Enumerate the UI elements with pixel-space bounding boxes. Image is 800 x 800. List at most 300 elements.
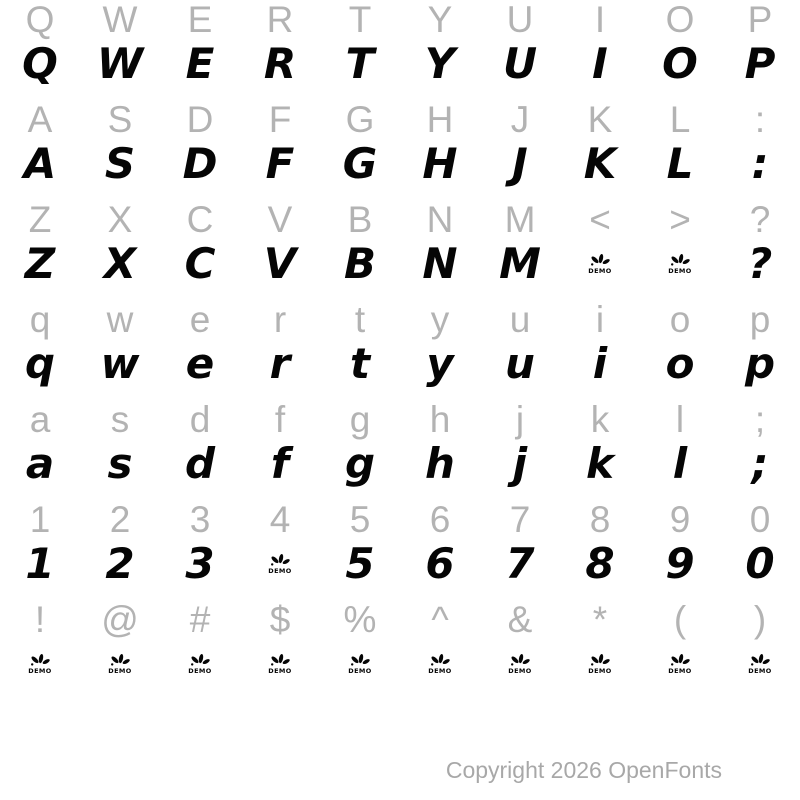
- demo-row-lowercase-asdf: [0, 438, 800, 490]
- reference-glyph-cell: [80, 400, 160, 438]
- demo-glyph: ;: [751, 439, 769, 488]
- reference-glyph: R: [266, 0, 294, 40]
- demo-glyph-cell: [240, 138, 320, 190]
- reference-glyph: V: [267, 198, 293, 240]
- demo-glyph-cell: [720, 138, 800, 190]
- reference-glyph-cell: [480, 200, 560, 238]
- reference-glyph: k: [590, 398, 610, 440]
- copyright-watermark: Copyright 2026 OpenFonts: [445, 757, 722, 783]
- reference-glyph-cell: [400, 400, 480, 438]
- demo-glyph: q: [24, 339, 56, 388]
- demo-glyph-cell: [80, 438, 160, 490]
- row-pair-lowercase-asdf: [0, 400, 800, 500]
- reference-glyph-cell: [720, 200, 800, 238]
- demo-glyph-cell: [240, 438, 320, 490]
- reference-glyph: Y: [427, 0, 453, 40]
- reference-glyph-cell: [480, 0, 560, 38]
- demo-row-uppercase-zxcv: [0, 238, 800, 290]
- reference-glyph: *: [592, 598, 608, 640]
- demo-glyph-cell: [640, 438, 720, 490]
- reference-glyph-cell: [0, 400, 80, 438]
- demo-glyph-cell: [80, 638, 160, 690]
- demo-placeholder-label: DEMO: [588, 666, 612, 675]
- demo-glyph-cell: [320, 338, 400, 390]
- fleuron-icon: [29, 654, 51, 667]
- reference-glyph-cell: [160, 0, 240, 38]
- reference-glyph-cell: [480, 600, 560, 638]
- reference-glyph-cell: [320, 200, 400, 238]
- reference-glyph-cell: [480, 500, 560, 538]
- demo-placeholder: [508, 654, 531, 675]
- reference-row-digits: [0, 500, 800, 538]
- demo-glyph-cell: [240, 538, 320, 590]
- reference-glyph: w: [106, 298, 134, 340]
- demo-glyph-cell: [480, 138, 560, 190]
- reference-glyph-cell: [400, 300, 480, 338]
- demo-placeholder: [188, 654, 211, 675]
- demo-row-digits: [0, 538, 800, 590]
- reference-glyph-cell: [320, 400, 400, 438]
- demo-placeholder-label: DEMO: [668, 666, 692, 675]
- reference-glyph: U: [506, 0, 534, 40]
- reference-glyph-cell: [0, 100, 80, 138]
- demo-glyph-cell: [240, 238, 320, 290]
- demo-glyph: i: [592, 339, 608, 388]
- row-pair-lowercase-qwerty: [0, 300, 800, 400]
- reference-glyph-cell: [80, 300, 160, 338]
- reference-glyph-cell: [720, 400, 800, 438]
- reference-glyph-cell: [320, 500, 400, 538]
- demo-row-uppercase-asdf: [0, 138, 800, 190]
- demo-glyph: B: [343, 239, 376, 288]
- reference-glyph-cell: [560, 400, 640, 438]
- reference-glyph-cell: [0, 200, 80, 238]
- demo-glyph: Q: [22, 39, 58, 88]
- demo-glyph-cell: [640, 338, 720, 390]
- demo-glyph: H: [422, 139, 458, 188]
- demo-row-uppercase-qwerty: [0, 38, 800, 90]
- demo-glyph-cell: [640, 538, 720, 590]
- reference-glyph: T: [348, 0, 372, 40]
- reference-glyph-cell: [400, 0, 480, 38]
- row-pair-symbols: [0, 600, 800, 700]
- demo-glyph-cell: [560, 38, 640, 90]
- reference-glyph-cell: [0, 500, 80, 538]
- demo-glyph: U: [502, 39, 538, 88]
- demo-glyph: w: [100, 339, 140, 388]
- fleuron-icon: [749, 654, 771, 667]
- reference-glyph: 4: [269, 498, 291, 540]
- demo-glyph: s: [107, 439, 133, 488]
- demo-glyph: Z: [24, 239, 56, 288]
- demo-placeholder: [588, 254, 611, 275]
- demo-glyph-cell: [320, 138, 400, 190]
- demo-glyph-cell: [160, 638, 240, 690]
- demo-glyph-cell: [720, 38, 800, 90]
- demo-glyph: h: [425, 439, 455, 488]
- reference-glyph-cell: [560, 200, 640, 238]
- demo-glyph-cell: [240, 38, 320, 90]
- demo-glyph: p: [744, 339, 776, 388]
- reference-glyph-cell: [240, 400, 320, 438]
- reference-glyph: &: [507, 598, 533, 640]
- demo-placeholder-label: DEMO: [28, 666, 52, 675]
- reference-glyph: H: [426, 98, 454, 140]
- demo-glyph: L: [666, 139, 694, 188]
- reference-glyph-cell: [720, 500, 800, 538]
- demo-glyph-cell: [160, 338, 240, 390]
- reference-glyph: Q: [25, 0, 55, 40]
- reference-glyph-cell: [640, 100, 720, 138]
- reference-glyph: S: [107, 98, 133, 140]
- demo-glyph-cell: [560, 338, 640, 390]
- reference-glyph-cell: [80, 0, 160, 38]
- reference-glyph-cell: [240, 200, 320, 238]
- demo-glyph: T: [345, 39, 375, 88]
- fleuron-icon: [669, 654, 691, 667]
- reference-glyph: N: [426, 198, 454, 240]
- fleuron-icon: [189, 654, 211, 667]
- fleuron-icon: [509, 654, 531, 667]
- fleuron-icon: [589, 254, 611, 267]
- reference-glyph-cell: [160, 100, 240, 138]
- reference-glyph-cell: [320, 300, 400, 338]
- demo-glyph-cell: [320, 538, 400, 590]
- demo-glyph: u: [505, 339, 535, 388]
- demo-glyph-cell: [0, 638, 80, 690]
- demo-glyph-cell: [160, 238, 240, 290]
- reference-glyph-cell: [0, 0, 80, 38]
- reference-glyph-cell: [560, 0, 640, 38]
- fleuron-icon: [349, 654, 371, 667]
- demo-glyph-cell: [160, 38, 240, 90]
- demo-glyph: 3: [185, 539, 215, 588]
- reference-glyph: <: [589, 198, 611, 240]
- demo-glyph: ?: [747, 239, 773, 288]
- demo-glyph: G: [342, 139, 378, 188]
- reference-glyph: W: [102, 0, 138, 40]
- reference-glyph: g: [349, 398, 371, 440]
- reference-glyph: 0: [749, 498, 771, 540]
- demo-placeholder: [428, 654, 451, 675]
- reference-glyph-cell: [0, 300, 80, 338]
- reference-glyph: ^: [431, 598, 449, 640]
- reference-glyph: O: [665, 0, 695, 40]
- demo-glyph-cell: [320, 638, 400, 690]
- reference-row-uppercase-asdf: [0, 100, 800, 138]
- demo-glyph-cell: [480, 538, 560, 590]
- reference-glyph: M: [504, 198, 536, 240]
- demo-placeholder: [108, 654, 131, 675]
- demo-glyph-cell: [0, 38, 80, 90]
- demo-glyph: 0: [745, 539, 775, 588]
- reference-glyph-cell: [160, 300, 240, 338]
- reference-glyph-cell: [640, 0, 720, 38]
- demo-glyph: g: [344, 439, 376, 488]
- reference-glyph-cell: [480, 400, 560, 438]
- demo-glyph: E: [185, 39, 215, 88]
- demo-glyph: a: [25, 439, 55, 488]
- demo-placeholder: [668, 254, 691, 275]
- demo-glyph-cell: [560, 438, 640, 490]
- demo-glyph: V: [263, 239, 297, 288]
- demo-glyph-cell: [160, 438, 240, 490]
- demo-placeholder-label: DEMO: [668, 266, 692, 275]
- reference-glyph-cell: [240, 600, 320, 638]
- demo-glyph: J: [512, 139, 528, 188]
- reference-glyph-cell: [640, 500, 720, 538]
- reference-glyph-cell: [640, 200, 720, 238]
- demo-glyph-cell: [80, 138, 160, 190]
- demo-glyph-cell: [320, 438, 400, 490]
- demo-glyph: t: [349, 339, 371, 388]
- reference-glyph-cell: [160, 600, 240, 638]
- reference-glyph-cell: [720, 0, 800, 38]
- demo-glyph-cell: [240, 638, 320, 690]
- reference-glyph: I: [594, 0, 606, 40]
- reference-glyph-cell: [240, 0, 320, 38]
- demo-glyph: C: [184, 239, 216, 288]
- demo-glyph-cell: [720, 338, 800, 390]
- demo-glyph-cell: [400, 638, 480, 690]
- reference-glyph-cell: [560, 300, 640, 338]
- reference-glyph: ): [753, 598, 767, 640]
- reference-row-uppercase-qwerty: [0, 0, 800, 38]
- fleuron-icon: [429, 654, 451, 667]
- reference-row-lowercase-qwerty: [0, 300, 800, 338]
- demo-glyph-cell: [720, 438, 800, 490]
- reference-glyph-cell: [160, 200, 240, 238]
- demo-glyph: O: [662, 39, 698, 88]
- demo-glyph-cell: [560, 538, 640, 590]
- demo-glyph: :: [751, 139, 769, 188]
- reference-glyph-cell: [240, 500, 320, 538]
- demo-glyph-cell: [640, 38, 720, 90]
- reference-glyph: %: [343, 598, 377, 640]
- reference-glyph: 8: [589, 498, 611, 540]
- reference-glyph: 3: [189, 498, 211, 540]
- demo-glyph-cell: [0, 338, 80, 390]
- demo-glyph-cell: [480, 238, 560, 290]
- demo-glyph-cell: [400, 238, 480, 290]
- reference-glyph: ;: [754, 398, 766, 440]
- reference-row-uppercase-zxcv: [0, 200, 800, 238]
- reference-glyph: a: [29, 398, 51, 440]
- demo-glyph-cell: [240, 338, 320, 390]
- demo-glyph-cell: [320, 38, 400, 90]
- reference-glyph: !: [34, 598, 46, 640]
- demo-placeholder-label: DEMO: [108, 666, 132, 675]
- demo-glyph: I: [592, 39, 608, 88]
- demo-glyph-cell: [400, 538, 480, 590]
- reference-glyph-cell: [560, 500, 640, 538]
- fleuron-icon: [269, 654, 291, 667]
- row-pair-uppercase-zxcv: [0, 200, 800, 300]
- demo-glyph: 1: [25, 539, 55, 588]
- demo-glyph-cell: [640, 638, 720, 690]
- reference-glyph: l: [675, 398, 685, 440]
- demo-glyph-cell: [560, 238, 640, 290]
- fleuron-icon: [669, 254, 691, 267]
- reference-glyph: s: [110, 398, 130, 440]
- demo-glyph: F: [265, 139, 295, 188]
- reference-glyph: L: [669, 98, 691, 140]
- demo-glyph-cell: [400, 38, 480, 90]
- demo-glyph: M: [499, 239, 541, 288]
- demo-glyph: 5: [345, 539, 375, 588]
- reference-row-lowercase-asdf: [0, 400, 800, 438]
- reference-glyph: F: [268, 98, 292, 140]
- demo-glyph: R: [263, 39, 297, 88]
- reference-glyph-cell: [720, 600, 800, 638]
- demo-glyph: 7: [505, 539, 535, 588]
- reference-glyph-cell: [560, 100, 640, 138]
- demo-glyph: K: [583, 139, 617, 188]
- reference-glyph: Z: [28, 198, 52, 240]
- reference-glyph: D: [186, 98, 214, 140]
- reference-glyph: 9: [669, 498, 691, 540]
- demo-glyph-cell: [480, 338, 560, 390]
- demo-glyph: Y: [424, 39, 456, 88]
- demo-glyph-cell: [80, 538, 160, 590]
- demo-glyph-cell: [400, 338, 480, 390]
- demo-glyph: d: [184, 439, 216, 488]
- reference-glyph: G: [345, 98, 375, 140]
- reference-glyph: C: [186, 198, 214, 240]
- demo-glyph-cell: [480, 438, 560, 490]
- reference-glyph: ?: [749, 198, 771, 240]
- reference-glyph-cell: [640, 400, 720, 438]
- demo-placeholder: [348, 654, 371, 675]
- demo-glyph-cell: [480, 638, 560, 690]
- reference-glyph: :: [754, 98, 766, 140]
- demo-glyph: 9: [665, 539, 695, 588]
- demo-glyph: W: [96, 39, 144, 88]
- demo-glyph: 2: [105, 539, 135, 588]
- reference-glyph-cell: [320, 0, 400, 38]
- reference-glyph: u: [509, 298, 531, 340]
- reference-glyph: (: [673, 598, 687, 640]
- reference-row-symbols: [0, 600, 800, 638]
- demo-placeholder-label: DEMO: [268, 666, 292, 675]
- reference-glyph: j: [515, 398, 525, 440]
- reference-glyph: P: [747, 0, 773, 40]
- reference-glyph-cell: [480, 300, 560, 338]
- reference-glyph-cell: [240, 100, 320, 138]
- reference-glyph-cell: [400, 600, 480, 638]
- reference-glyph-cell: [240, 300, 320, 338]
- demo-placeholder: [268, 654, 291, 675]
- demo-glyph: e: [185, 339, 215, 388]
- demo-glyph: P: [744, 39, 776, 88]
- demo-glyph-cell: [0, 538, 80, 590]
- demo-glyph: A: [23, 139, 57, 188]
- demo-glyph: N: [422, 239, 458, 288]
- reference-glyph: K: [587, 98, 613, 140]
- reference-glyph: f: [274, 398, 286, 440]
- row-pair-uppercase-qwerty: [0, 0, 800, 100]
- reference-glyph: h: [429, 398, 451, 440]
- reference-glyph-cell: [720, 100, 800, 138]
- demo-glyph-cell: [80, 238, 160, 290]
- reference-glyph-cell: [80, 100, 160, 138]
- demo-placeholder: [268, 554, 291, 575]
- reference-glyph-cell: [640, 600, 720, 638]
- demo-placeholder-label: DEMO: [748, 666, 772, 675]
- fleuron-icon: [109, 654, 131, 667]
- demo-glyph: y: [426, 339, 454, 388]
- demo-glyph-cell: [480, 38, 560, 90]
- reference-glyph-cell: [0, 600, 80, 638]
- demo-glyph-cell: [560, 638, 640, 690]
- demo-glyph: S: [104, 139, 136, 188]
- demo-glyph-cell: [720, 238, 800, 290]
- demo-glyph: 6: [425, 539, 455, 588]
- reference-glyph: @: [101, 598, 139, 640]
- reference-glyph-cell: [160, 500, 240, 538]
- demo-glyph: D: [182, 139, 218, 188]
- demo-placeholder-label: DEMO: [268, 566, 292, 575]
- demo-glyph: o: [665, 339, 695, 388]
- demo-glyph-cell: [720, 538, 800, 590]
- reference-glyph-cell: [400, 100, 480, 138]
- demo-placeholder: [588, 654, 611, 675]
- reference-glyph-cell: [720, 300, 800, 338]
- reference-glyph: E: [187, 0, 213, 40]
- reference-glyph-cell: [80, 600, 160, 638]
- demo-placeholder-label: DEMO: [188, 666, 212, 675]
- reference-glyph: A: [27, 98, 53, 140]
- reference-glyph: o: [669, 298, 691, 340]
- demo-glyph-cell: [0, 138, 80, 190]
- reference-glyph: i: [595, 298, 605, 340]
- reference-glyph: e: [189, 298, 211, 340]
- reference-glyph-cell: [320, 100, 400, 138]
- reference-glyph: r: [273, 298, 287, 340]
- reference-glyph-cell: [80, 500, 160, 538]
- reference-glyph: t: [354, 298, 366, 340]
- demo-glyph-cell: [0, 438, 80, 490]
- demo-glyph: k: [586, 439, 614, 488]
- fleuron-icon: [269, 554, 291, 567]
- demo-glyph: j: [512, 439, 528, 488]
- reference-glyph-cell: [640, 300, 720, 338]
- demo-glyph-cell: [640, 138, 720, 190]
- demo-glyph-cell: [720, 638, 800, 690]
- reference-glyph: q: [29, 298, 51, 340]
- reference-glyph: 6: [429, 498, 451, 540]
- demo-glyph-cell: [400, 438, 480, 490]
- reference-glyph: >: [669, 198, 691, 240]
- demo-glyph-cell: [560, 138, 640, 190]
- demo-placeholder: [748, 654, 771, 675]
- reference-glyph-cell: [480, 100, 560, 138]
- demo-glyph: r: [269, 339, 291, 388]
- demo-glyph-cell: [160, 138, 240, 190]
- reference-glyph: $: [269, 598, 291, 640]
- reference-glyph-cell: [160, 400, 240, 438]
- reference-glyph: J: [510, 98, 530, 140]
- reference-glyph: p: [749, 298, 771, 340]
- row-pair-uppercase-asdf: [0, 100, 800, 200]
- demo-glyph-cell: [0, 238, 80, 290]
- demo-placeholder-label: DEMO: [588, 266, 612, 275]
- demo-row-symbols: [0, 638, 800, 690]
- reference-glyph: 5: [349, 498, 371, 540]
- reference-glyph-cell: [400, 200, 480, 238]
- reference-glyph: #: [189, 598, 211, 640]
- reference-glyph-cell: [80, 200, 160, 238]
